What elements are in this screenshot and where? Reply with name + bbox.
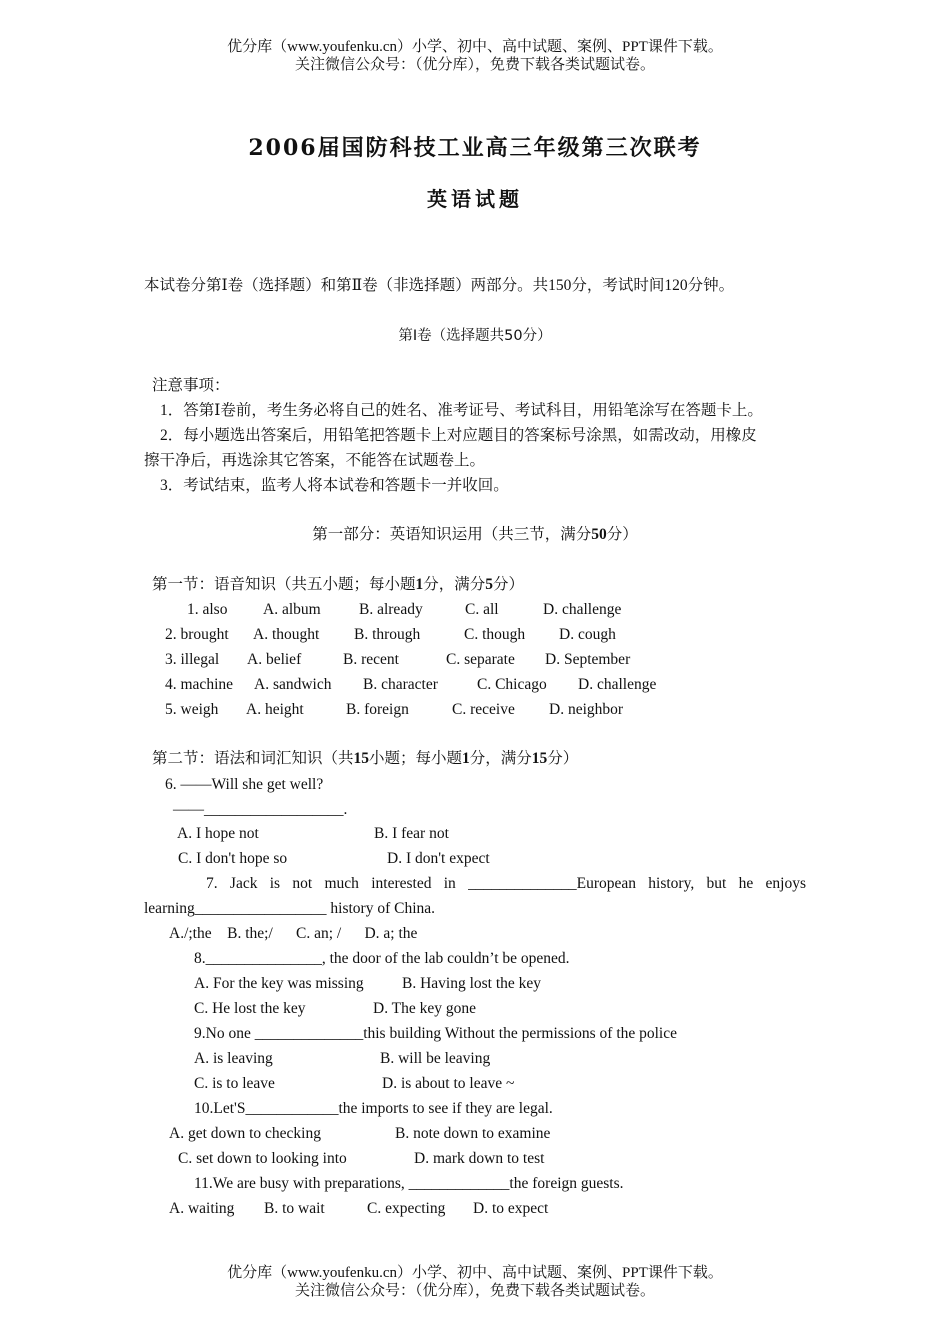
option-1b: B. already <box>359 601 423 618</box>
option-10b: B. note down to examine <box>395 1125 551 1142</box>
option-2b: B. through <box>354 626 421 643</box>
option-1a: A. album <box>263 601 321 618</box>
option-4a: A. sandwich <box>254 676 332 693</box>
notice-item-3: 3．考试结束，监考人将本试卷和答题卡一并收回。 <box>160 477 509 494</box>
option-8b: B. Having lost the key <box>402 975 542 992</box>
header-line-1: 优分库（www.youfenku.cn）小学、初中、高中试题、案例、PPT课件下载。 <box>227 39 723 55</box>
notice-item-2-cont: 擦干净后，再选涂其它答案，不能答在试题卷上。 <box>144 452 486 469</box>
exam-intro: 本试卷分第Ⅰ卷（选择题）和第Ⅱ卷（非选择题）两部分。共150分，考试时间120分钟。 <box>144 277 735 294</box>
option-6a: A. I hope not <box>177 825 259 842</box>
option-10a: A. get down to checking <box>169 1125 321 1142</box>
section1-heading: 第一节：语音知识（共五小题；每小题1分，满分5分） <box>152 576 525 593</box>
header-line-2: 关注微信公众号：（优分库），免费下载各类试题试卷。 <box>294 57 655 73</box>
option-6c: C. I don't hope so <box>178 850 288 867</box>
option-9c: C. is to leave <box>194 1075 275 1092</box>
volume-heading: 第Ⅰ卷（选择题共50分） <box>398 328 552 344</box>
question-6: 6. ——Will she get well? <box>165 776 324 793</box>
question-6-blank: ——__________________. <box>173 801 348 818</box>
option-9d: D. is about to leave ~ <box>382 1075 515 1092</box>
question-3: 3. illegal <box>165 651 220 668</box>
footer-line-2: 关注微信公众号：（优分库），免费下载各类试题试卷。 <box>294 1283 655 1299</box>
notice-item-2: 2．每小题选出答案后，用铅笔把答题卡上对应题目的答案标号涂黑，如需改动，用橡皮 <box>160 427 757 444</box>
option-8c: C. He lost the key <box>194 1000 306 1017</box>
page-subtitle: 英语试题 <box>427 187 523 211</box>
option-5c: C. receive <box>452 701 515 718</box>
option-9a: A. is leaving <box>194 1050 273 1067</box>
option-3b: B. recent <box>343 651 399 668</box>
option-10d: D. mark down to test <box>414 1150 545 1167</box>
question-7-options: A./;the B. the;/ C. an; / D. a; the <box>169 925 418 942</box>
option-3c: C. separate <box>446 651 515 668</box>
option-4b: B. character <box>363 676 438 693</box>
footer-line-1: 优分库（www.youfenku.cn）小学、初中、高中试题、案例、PPT课件下载。 <box>227 1265 723 1281</box>
option-2d: D. cough <box>559 626 616 643</box>
notice-item-1: 1．答第Ⅰ卷前，考生务必将自己的姓名、准考证号、考试科目，用铅笔涂写在答题卡上。 <box>160 402 763 419</box>
option-2a: A. thought <box>253 626 320 643</box>
option-6b: B. I fear not <box>374 825 449 842</box>
page-title: 2006届国防科技工业高三年级第三次联考 <box>248 135 702 161</box>
option-1c: C. all <box>465 601 499 618</box>
option-8d: D. The key gone <box>373 1000 477 1017</box>
option-11c: C. expecting <box>367 1200 446 1217</box>
option-5d: D. neighbor <box>549 701 624 718</box>
option-6d: D. I don't expect <box>387 850 490 867</box>
question-7-cont: learning_________________ history of China. <box>144 900 436 917</box>
option-4d: D. challenge <box>578 676 657 693</box>
option-11a: A. waiting <box>169 1200 235 1217</box>
question-5: 5. weigh <box>165 701 219 718</box>
option-5a: A. height <box>246 701 304 718</box>
question-11: 11.We are busy with preparations, _____________the foreign guests. <box>194 1175 624 1192</box>
option-8a: A. For the key was missing <box>194 975 364 992</box>
question-8: 8._______________, the door of the lab couldn’t be opened. <box>194 950 570 967</box>
option-2c: C. though <box>464 626 526 643</box>
question-2: 2. brought <box>165 626 229 643</box>
option-1d: D. challenge <box>543 601 622 618</box>
question-1: 1. also <box>187 601 228 618</box>
part1-heading: 第一部分：英语知识运用（共三节，满分50分） <box>312 526 638 543</box>
option-9b: B. will be leaving <box>380 1050 491 1067</box>
notice-heading: 注意事项： <box>152 377 230 394</box>
option-10c: C. set down to looking into <box>178 1150 347 1167</box>
option-3a: A. belief <box>247 651 302 668</box>
question-9: 9.No one ______________this building Without the permissions of the police <box>194 1025 677 1042</box>
question-4: 4. machine <box>165 676 234 693</box>
option-11b: B. to wait <box>264 1200 325 1217</box>
option-4c: C. Chicago <box>477 676 547 693</box>
question-10: 10.Let'S____________the imports to see if they are legal. <box>194 1100 553 1117</box>
option-3d: D. September <box>545 651 631 668</box>
section2-heading: 第二节：语法和词汇知识（共15小题；每小题1分，满分15分） <box>152 750 579 767</box>
option-5b: B. foreign <box>346 701 409 718</box>
option-11d: D. to expect <box>473 1200 549 1217</box>
question-7: 7. Jack is not much interested in ______________European history, but he enjoys <box>206 875 806 892</box>
